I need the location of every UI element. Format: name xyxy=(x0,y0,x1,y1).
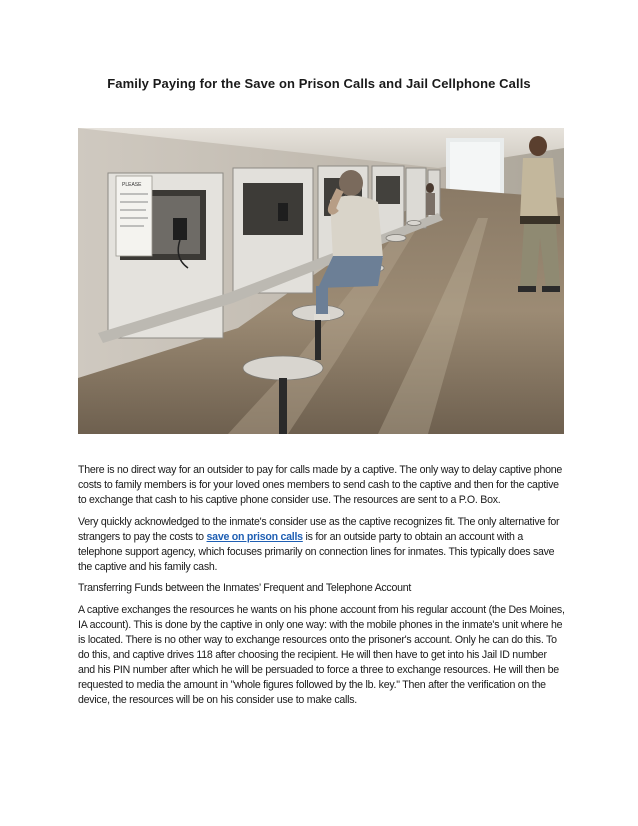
article-body xyxy=(78,463,566,714)
sign-text: PLEASE xyxy=(122,182,142,188)
paragraph-1: There is no direct way for an outsider to pay for calls made by a captive. The only way to delay captive phone costs to family members is for your loved ones members to send cash to the captive and then for the captive to exchange that cash to his captive phone consider use. The resources are sent to a P.O. Box. xyxy=(78,464,563,506)
section-heading: Transferring Funds between the Inmates’ Frequent and Telephone Account xyxy=(78,582,412,594)
paragraph-2-text-end: is for an outside party to obtain an account with a telephone support agency, which focuses primarily on connection lines for inmates. This typically does save the captive and his family cash. xyxy=(78,530,555,573)
article-photo xyxy=(78,128,564,434)
save-on-prison-calls-link[interactable]: save on prison calls xyxy=(206,530,303,543)
paragraph-4: A captive exchanges the resources he wants on his phone account from his regular account (the Des Moines, IA account). This is done by the captive in only one way: with the mobile phones in the inmate's unit where he is located. There is no other way to exchange resources onto the prisoner's account. Only he can do this. To do this, and captive drives 118 after choosing the recipient. He will then have to get into his Jail ID number and his PIN number after which he will be persuaded to force a three to exchange resources. He will then be requested to media the amount in "whole figures followed by the lb. key." Then after the verification on the device, the resources will be on his consider use to make calls. xyxy=(78,603,565,706)
paragraph-2-text-start: Very quickly acknowledged to the inmate's consider use as the captive recognizes fit. The only alternative for strangers to pay the costs to xyxy=(78,515,560,543)
page-title: Family Paying for the Save on Prison Calls and Jail Cellphone Calls xyxy=(107,76,531,91)
paragraph-2 xyxy=(78,515,566,575)
